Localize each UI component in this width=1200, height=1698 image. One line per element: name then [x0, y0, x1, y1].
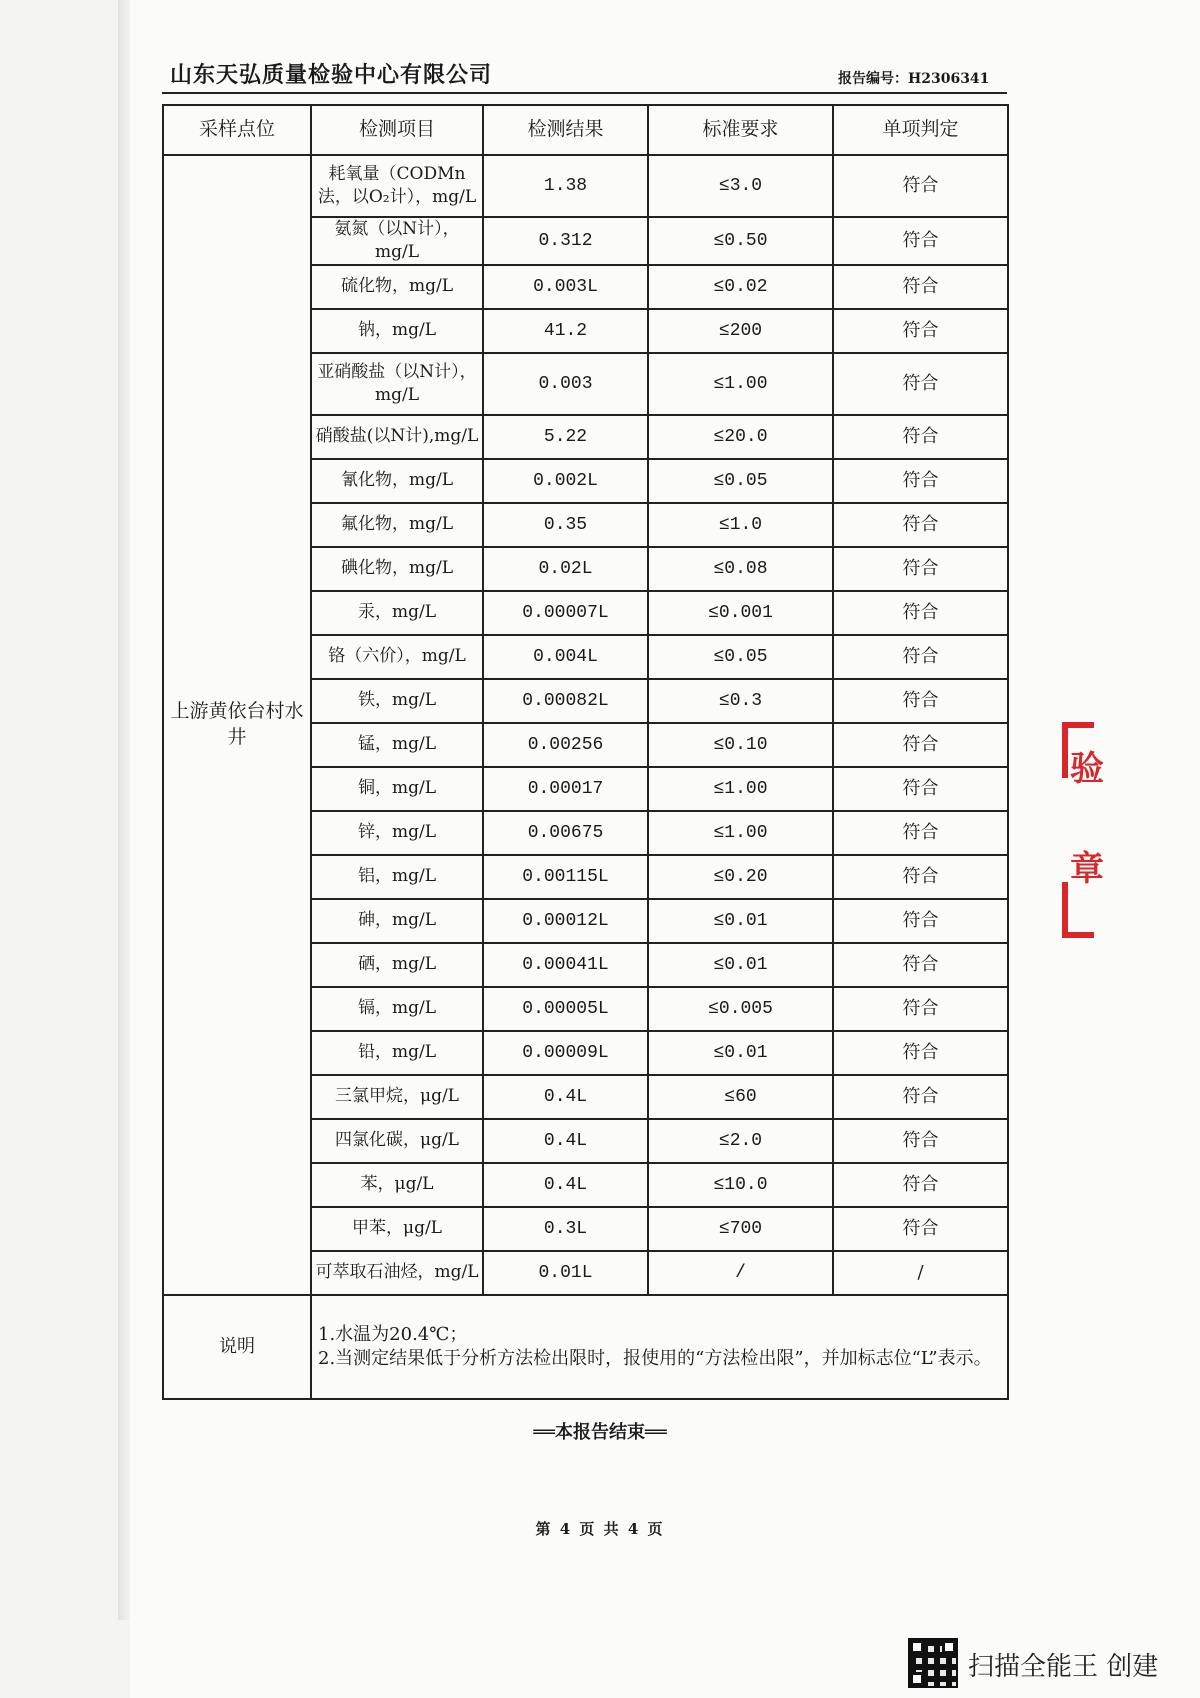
- judgement: 符合: [833, 767, 1008, 811]
- col-header-site: 采样点位: [163, 105, 311, 155]
- page-number: 第 4 页 共 4 页: [535, 1520, 665, 1538]
- judgement: 符合: [833, 591, 1008, 635]
- judgement: 符合: [833, 459, 1008, 503]
- note-2: 2.当测定结果低于分析方法检出限时，报使用的“方法检出限”，并加标志位“L”表示。: [318, 1347, 992, 1369]
- standard-limit: ≤0.01: [648, 943, 833, 987]
- test-item: 三氯甲烷，μg/L: [311, 1075, 483, 1119]
- test-item: 钠，mg/L: [311, 309, 483, 353]
- test-result: 0.00017: [483, 767, 648, 811]
- standard-limit: ≤0.3: [648, 679, 833, 723]
- test-item: 汞，mg/L: [311, 591, 483, 635]
- header-rule: [162, 92, 1007, 94]
- test-result: 0.4L: [483, 1163, 648, 1207]
- standard-limit: ≤1.00: [648, 767, 833, 811]
- table-header-row: [163, 105, 1008, 155]
- test-item: 可萃取石油烃，mg/L: [311, 1251, 483, 1295]
- standard-limit: ≤700: [648, 1207, 833, 1251]
- test-result: 0.00041L: [483, 943, 648, 987]
- judgement: /: [833, 1251, 1008, 1295]
- test-result: 0.00115L: [483, 855, 648, 899]
- test-result: 1.38: [483, 155, 648, 217]
- judgement: 符合: [833, 855, 1008, 899]
- test-item: 氰化物，mg/L: [311, 459, 483, 503]
- test-item: 硫化物，mg/L: [311, 265, 483, 309]
- judgement: 符合: [833, 987, 1008, 1031]
- test-result: 5.22: [483, 415, 648, 459]
- col-header-result: 检测结果: [483, 105, 648, 155]
- test-item: 锰，mg/L: [311, 723, 483, 767]
- notes-row: [163, 1295, 1008, 1399]
- test-result: 0.312: [483, 217, 648, 265]
- test-result: 0.01L: [483, 1251, 648, 1295]
- company-name: 山东天弘质量检验中心有限公司: [170, 62, 493, 88]
- notes-text: [311, 1295, 1008, 1399]
- table-row: [163, 155, 1008, 217]
- standard-limit: ≤0.001: [648, 591, 833, 635]
- test-result: 0.003L: [483, 265, 648, 309]
- standard-limit: ≤0.50: [648, 217, 833, 265]
- standard-limit: ≤1.00: [648, 811, 833, 855]
- judgement: 符合: [833, 415, 1008, 459]
- test-item: 耗氧量（CODMn法，以O₂计），mg/L: [311, 155, 483, 217]
- standard-limit: ≤0.05: [648, 459, 833, 503]
- standard-limit: ≤0.05: [648, 635, 833, 679]
- judgement: 符合: [833, 1031, 1008, 1075]
- standard-limit: ≤0.08: [648, 547, 833, 591]
- note-1: 1.水温为20.4℃；: [318, 1323, 468, 1345]
- judgement: 符合: [833, 217, 1008, 265]
- standard-limit: ≤0.02: [648, 265, 833, 309]
- judgement: 符合: [833, 943, 1008, 987]
- test-item: 亚硝酸盐（以N计），mg/L: [311, 353, 483, 415]
- judgement: 符合: [833, 723, 1008, 767]
- test-item: 铝，mg/L: [311, 855, 483, 899]
- col-header-item: 检测项目: [311, 105, 483, 155]
- test-result: 0.4L: [483, 1119, 648, 1163]
- test-item: 甲苯，μg/L: [311, 1207, 483, 1251]
- standard-limit: ≤0.01: [648, 899, 833, 943]
- seal-char-1: 验: [1070, 749, 1104, 789]
- test-result: 0.35: [483, 503, 648, 547]
- judgement: 符合: [833, 353, 1008, 415]
- test-item: 铁，mg/L: [311, 679, 483, 723]
- test-result: 0.3L: [483, 1207, 648, 1251]
- scanner-watermark: [908, 1638, 1168, 1688]
- report-end-marker: ══本报告结束══: [533, 1422, 667, 1443]
- test-item: 铜，mg/L: [311, 767, 483, 811]
- test-item: 氟化物，mg/L: [311, 503, 483, 547]
- test-result: 0.02L: [483, 547, 648, 591]
- test-item: 砷，mg/L: [311, 899, 483, 943]
- test-result: 0.00675: [483, 811, 648, 855]
- col-header-judgement: 单项判定: [833, 105, 1008, 155]
- judgement: 符合: [833, 1163, 1008, 1207]
- judgement: 符合: [833, 503, 1008, 547]
- standard-limit: ≤200: [648, 309, 833, 353]
- judgement: 符合: [833, 1119, 1008, 1163]
- standard-limit: ≤1.00: [648, 353, 833, 415]
- judgement: 符合: [833, 1207, 1008, 1251]
- notes-label: 说明: [163, 1295, 311, 1399]
- test-result: 0.4L: [483, 1075, 648, 1119]
- standard-limit: ≤3.0: [648, 155, 833, 217]
- test-item: 铅，mg/L: [311, 1031, 483, 1075]
- qr-code-icon: [908, 1638, 958, 1688]
- standard-limit: /: [648, 1251, 833, 1295]
- judgement: 符合: [833, 1075, 1008, 1119]
- test-item: 四氯化碳，μg/L: [311, 1119, 483, 1163]
- standard-limit: ≤10.0: [648, 1163, 833, 1207]
- test-result: 0.00009L: [483, 1031, 648, 1075]
- test-item: 镉，mg/L: [311, 987, 483, 1031]
- standard-limit: ≤2.0: [648, 1119, 833, 1163]
- standard-limit: ≤20.0: [648, 415, 833, 459]
- judgement: 符合: [833, 899, 1008, 943]
- test-result: 0.002L: [483, 459, 648, 503]
- col-header-standard: 标准要求: [648, 105, 833, 155]
- test-result: 0.004L: [483, 635, 648, 679]
- test-item: 硝酸盐(以N计),mg/L: [311, 415, 483, 459]
- standard-limit: ≤0.10: [648, 723, 833, 767]
- sampling-site: 上游黄依台村水井: [163, 155, 311, 1295]
- test-item: 硒，mg/L: [311, 943, 483, 987]
- seal-edge-bottom: [1062, 882, 1094, 938]
- test-result: 0.003: [483, 353, 648, 415]
- test-item: 碘化物，mg/L: [311, 547, 483, 591]
- judgement: 符合: [833, 811, 1008, 855]
- judgement: 符合: [833, 635, 1008, 679]
- test-result: 0.00256: [483, 723, 648, 767]
- judgement: 符合: [833, 155, 1008, 217]
- standard-limit: ≤60: [648, 1075, 833, 1119]
- test-result: 0.00082L: [483, 679, 648, 723]
- report-number: 报告编号：H2306341: [838, 71, 990, 87]
- standard-limit: ≤0.01: [648, 1031, 833, 1075]
- standard-limit: ≤1.0: [648, 503, 833, 547]
- test-item: 锌，mg/L: [311, 811, 483, 855]
- seal-char-2: 章: [1070, 849, 1104, 889]
- test-item: 氨氮（以N计），mg/L: [311, 217, 483, 265]
- test-item: 苯，μg/L: [311, 1163, 483, 1207]
- test-result: 0.00005L: [483, 987, 648, 1031]
- scanner-brand: 扫描全能王 创建: [968, 1652, 1159, 1682]
- standard-limit: ≤0.005: [648, 987, 833, 1031]
- test-item: 铬（六价），mg/L: [311, 635, 483, 679]
- judgement: 符合: [833, 265, 1008, 309]
- test-result: 0.00007L: [483, 591, 648, 635]
- red-seal-stamp: [1062, 722, 1102, 942]
- standard-limit: ≤0.20: [648, 855, 833, 899]
- judgement: 符合: [833, 309, 1008, 353]
- results-table: [162, 104, 1009, 1400]
- test-result: 41.2: [483, 309, 648, 353]
- judgement: 符合: [833, 679, 1008, 723]
- test-result: 0.00012L: [483, 899, 648, 943]
- judgement: 符合: [833, 547, 1008, 591]
